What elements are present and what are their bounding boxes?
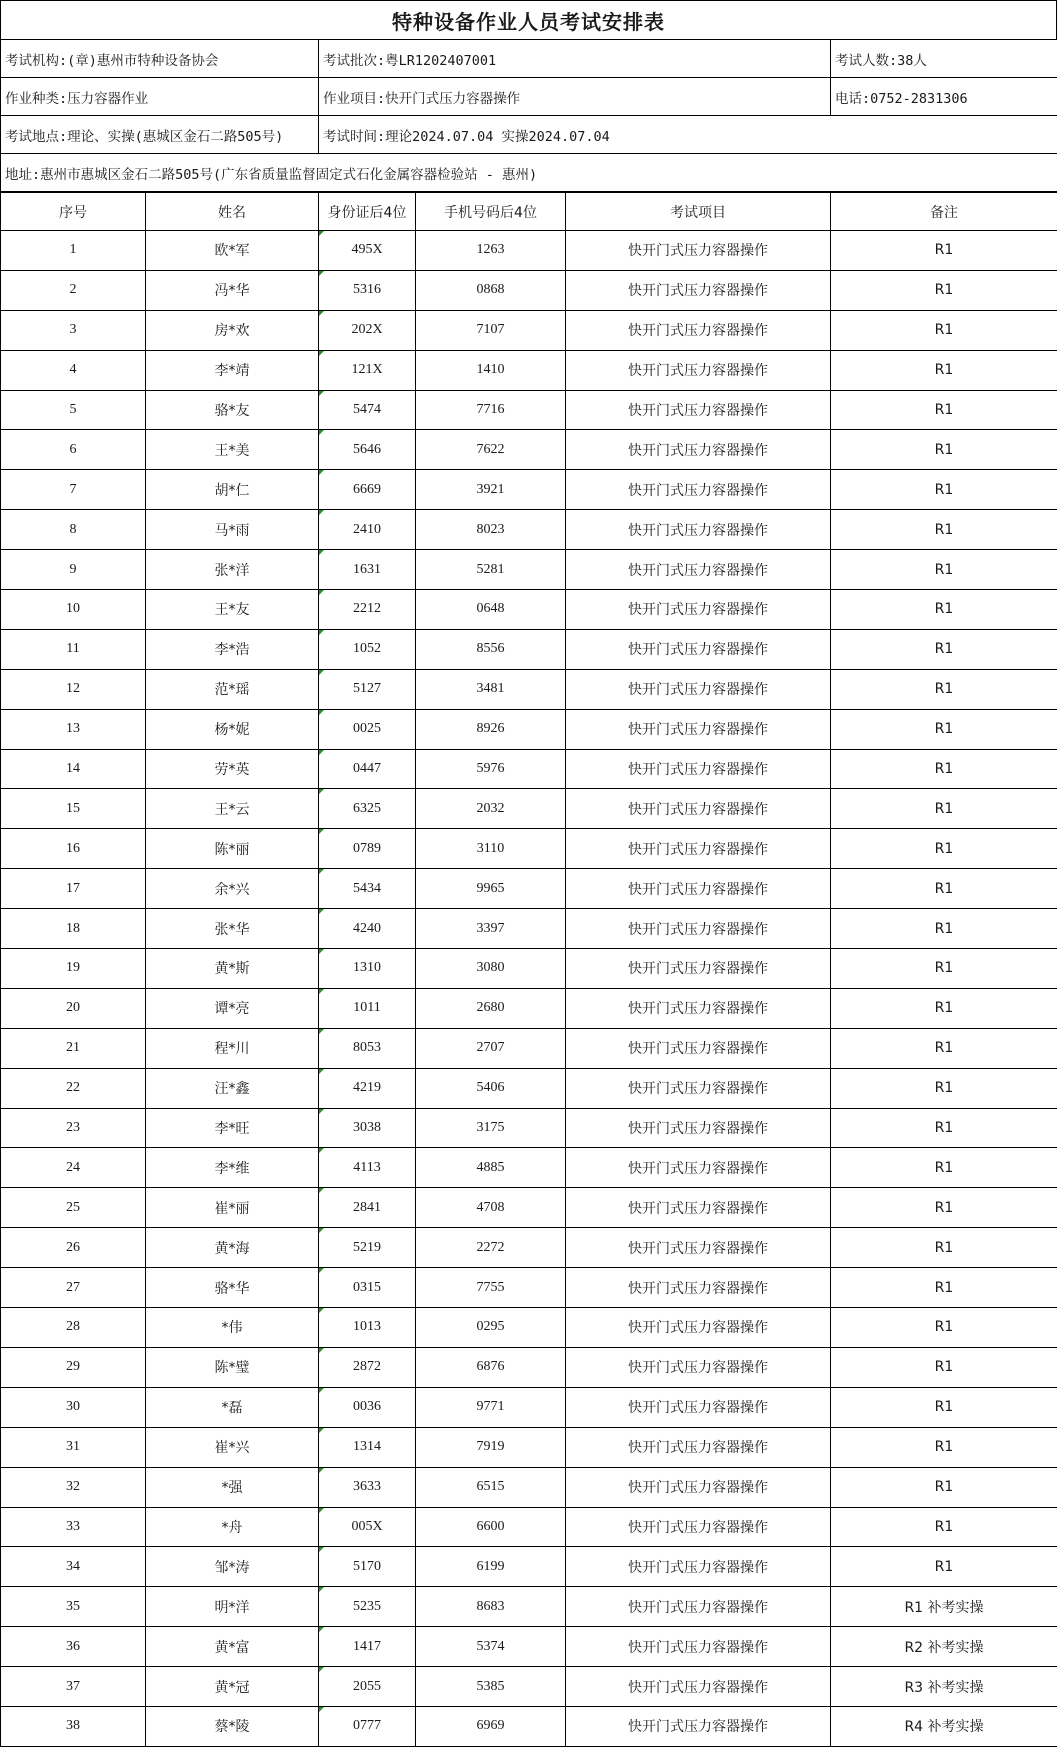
row-index: 5 [1,390,146,430]
table-row [1,270,1057,310]
table-row [1,1268,1057,1308]
info-row-4 [1,154,1057,192]
row-phone-last4: 3397 [416,909,566,949]
row-remark: R1 [831,1268,1057,1308]
row-remark: R1 [831,829,1057,869]
row-exam-item: 快开门式压力容器操作 [566,1148,831,1188]
row-remark: R1 [831,310,1057,350]
exam-time: 考试时间:理论2024.07.04 实操2024.07.04 [319,116,1057,154]
row-id-last4: 1052 [319,629,416,669]
row-remark: R4 补考实操 [831,1706,1057,1746]
row-name: *磊 [146,1387,319,1427]
table-row [1,1228,1057,1268]
row-phone-last4: 0295 [416,1308,566,1348]
row-exam-item: 快开门式压力容器操作 [566,1268,831,1308]
row-remark: R1 [831,1467,1057,1507]
row-phone-last4: 3481 [416,669,566,709]
contact-phone: 电话:0752-2831306 [831,78,1057,116]
row-index: 7 [1,470,146,510]
row-name: 明*洋 [146,1587,319,1627]
row-phone-last4: 7107 [416,310,566,350]
row-id-last4: 6669 [319,470,416,510]
row-phone-last4: 5385 [416,1667,566,1707]
row-phone-last4: 2272 [416,1228,566,1268]
row-remark: R1 [831,590,1057,630]
row-exam-item: 快开门式压力容器操作 [566,1028,831,1068]
table-row [1,310,1057,350]
row-index: 38 [1,1706,146,1746]
row-phone-last4: 6199 [416,1547,566,1587]
row-id-last4: 5474 [319,390,416,430]
row-name: 谭*亮 [146,988,319,1028]
row-phone-last4: 7716 [416,390,566,430]
row-phone-last4: 2032 [416,789,566,829]
row-index: 8 [1,510,146,550]
row-exam-item: 快开门式压力容器操作 [566,1427,831,1467]
row-index: 20 [1,988,146,1028]
table-row [1,1427,1057,1467]
table-row [1,1347,1057,1387]
row-name: 欧*军 [146,231,319,271]
row-exam-item: 快开门式压力容器操作 [566,1706,831,1746]
row-name: 崔*兴 [146,1427,319,1467]
candidate-table [0,192,1057,1747]
row-id-last4: 1310 [319,949,416,989]
row-index: 1 [1,231,146,271]
row-name: 黄*冠 [146,1667,319,1707]
row-name: 黄*富 [146,1627,319,1667]
row-name: 王*云 [146,789,319,829]
row-phone-last4: 7919 [416,1427,566,1467]
row-index: 2 [1,270,146,310]
table-row [1,1467,1057,1507]
row-remark: R1 [831,1387,1057,1427]
row-phone-last4: 6600 [416,1507,566,1547]
row-phone-last4: 5281 [416,550,566,590]
row-exam-item: 快开门式压力容器操作 [566,270,831,310]
row-id-last4: 8053 [319,1028,416,1068]
row-exam-item: 快开门式压力容器操作 [566,1068,831,1108]
row-exam-item: 快开门式压力容器操作 [566,550,831,590]
row-name: 马*雨 [146,510,319,550]
row-name: 程*川 [146,1028,319,1068]
row-exam-item: 快开门式压力容器操作 [566,629,831,669]
row-index: 10 [1,590,146,630]
row-id-last4: 495X [319,231,416,271]
row-name: 骆*华 [146,1268,319,1308]
row-index: 12 [1,669,146,709]
row-name: *伟 [146,1308,319,1348]
exam-batch: 考试批次:粤LR1202407001 [319,40,831,78]
row-phone-last4: 4708 [416,1188,566,1228]
row-id-last4: 0025 [319,709,416,749]
exam-place: 考试地点:理论、实操(惠城区金石二路505号) [1,116,319,154]
table-row [1,869,1057,909]
row-remark: R1 [831,949,1057,989]
row-phone-last4: 5976 [416,749,566,789]
row-index: 27 [1,1268,146,1308]
row-name: 李*旺 [146,1108,319,1148]
table-row [1,1387,1057,1427]
row-index: 24 [1,1148,146,1188]
table-row [1,1667,1057,1707]
row-exam-item: 快开门式压力容器操作 [566,1188,831,1228]
row-remark: R1 [831,390,1057,430]
row-id-last4: 5316 [319,270,416,310]
row-id-last4: 5434 [319,869,416,909]
row-remark: R1 [831,231,1057,271]
row-index: 22 [1,1068,146,1108]
row-phone-last4: 6515 [416,1467,566,1507]
row-id-last4: 4219 [319,1068,416,1108]
row-index: 19 [1,949,146,989]
row-id-last4: 4113 [319,1148,416,1188]
sheet-title: 特种设备作业人员考试安排表 [0,0,1057,39]
row-index: 11 [1,629,146,669]
row-index: 4 [1,350,146,390]
row-exam-item: 快开门式压力容器操作 [566,231,831,271]
row-name: 李*维 [146,1148,319,1188]
row-phone-last4: 3110 [416,829,566,869]
row-exam-item: 快开门式压力容器操作 [566,1228,831,1268]
row-remark: R1 [831,550,1057,590]
table-row [1,590,1057,630]
row-id-last4: 3038 [319,1108,416,1148]
row-remark: R1 [831,749,1057,789]
table-row [1,1308,1057,1348]
row-index: 33 [1,1507,146,1547]
table-row [1,390,1057,430]
row-index: 28 [1,1308,146,1348]
row-id-last4: 1417 [319,1627,416,1667]
col-header-exam-item: 考试项目 [566,193,831,231]
row-index: 37 [1,1667,146,1707]
row-phone-last4: 8683 [416,1587,566,1627]
row-phone-last4: 4885 [416,1148,566,1188]
row-phone-last4: 5406 [416,1068,566,1108]
row-remark: R1 [831,1347,1057,1387]
row-name: 黄*海 [146,1228,319,1268]
row-exam-item: 快开门式压力容器操作 [566,470,831,510]
row-exam-item: 快开门式压力容器操作 [566,909,831,949]
row-phone-last4: 3175 [416,1108,566,1148]
table-row [1,988,1057,1028]
row-remark: R1 [831,709,1057,749]
row-index: 3 [1,310,146,350]
row-index: 16 [1,829,146,869]
row-id-last4: 0789 [319,829,416,869]
row-remark: R1 [831,1068,1057,1108]
row-id-last4: 5646 [319,430,416,470]
row-index: 21 [1,1028,146,1068]
row-index: 25 [1,1188,146,1228]
row-name: 胡*仁 [146,470,319,510]
row-name: 陈*璧 [146,1347,319,1387]
row-phone-last4: 7755 [416,1268,566,1308]
row-remark: R1 [831,1148,1057,1188]
table-row [1,1587,1057,1627]
row-exam-item: 快开门式压力容器操作 [566,1387,831,1427]
col-header-phone-last4: 手机号码后4位 [416,193,566,231]
exam-address: 地址:惠州市惠城区金石二路505号(广东省质量监督固定式石化金属容器检验站 - 惠州) [1,154,1057,192]
row-name: 汪*鑫 [146,1068,319,1108]
row-index: 29 [1,1347,146,1387]
table-row [1,1028,1057,1068]
work-item: 作业项目:快开门式压力容器操作 [319,78,831,116]
row-remark: R1 [831,1228,1057,1268]
row-name: 李*靖 [146,350,319,390]
row-exam-item: 快开门式压力容器操作 [566,430,831,470]
row-index: 36 [1,1627,146,1667]
row-remark: R1 [831,1427,1057,1467]
row-remark: R1 [831,510,1057,550]
candidate-rows [1,231,1057,1747]
row-remark: R1 [831,350,1057,390]
table-row [1,510,1057,550]
work-type: 作业种类:压力容器作业 [1,78,319,116]
row-remark: R1 [831,1108,1057,1148]
row-remark: R1 [831,669,1057,709]
row-index: 17 [1,869,146,909]
row-name: 房*欢 [146,310,319,350]
row-remark: R1 [831,869,1057,909]
table-row [1,1108,1057,1148]
row-name: 王*美 [146,430,319,470]
row-name: 张*华 [146,909,319,949]
row-id-last4: 2212 [319,590,416,630]
row-exam-item: 快开门式压力容器操作 [566,1308,831,1348]
row-exam-item: 快开门式压力容器操作 [566,669,831,709]
table-row [1,789,1057,829]
exam-count: 考试人数:38人 [831,40,1057,78]
row-name: 余*兴 [146,869,319,909]
info-row-1 [1,40,1057,78]
row-exam-item: 快开门式压力容器操作 [566,510,831,550]
row-id-last4: 005X [319,1507,416,1547]
row-exam-item: 快开门式压力容器操作 [566,1467,831,1507]
row-remark: R1 [831,430,1057,470]
row-phone-last4: 6876 [416,1347,566,1387]
row-name: 陈*丽 [146,829,319,869]
col-header-index: 序号 [1,193,146,231]
row-id-last4: 0447 [319,749,416,789]
table-row [1,709,1057,749]
row-id-last4: 2841 [319,1188,416,1228]
row-index: 13 [1,709,146,749]
row-id-last4: 2410 [319,510,416,550]
table-row [1,1706,1057,1746]
table-row [1,669,1057,709]
row-phone-last4: 3080 [416,949,566,989]
row-id-last4: 0777 [319,1706,416,1746]
row-id-last4: 121X [319,350,416,390]
table-row [1,1068,1057,1108]
row-phone-last4: 7622 [416,430,566,470]
row-index: 30 [1,1387,146,1427]
row-index: 9 [1,550,146,590]
row-exam-item: 快开门式压力容器操作 [566,1108,831,1148]
row-id-last4: 6325 [319,789,416,829]
row-exam-item: 快开门式压力容器操作 [566,949,831,989]
row-name: 崔*丽 [146,1188,319,1228]
row-remark: R1 [831,1507,1057,1547]
info-table [0,39,1057,192]
col-header-remark: 备注 [831,193,1057,231]
row-exam-item: 快开门式压力容器操作 [566,310,831,350]
row-remark: R2 补考实操 [831,1627,1057,1667]
row-id-last4: 1013 [319,1308,416,1348]
row-remark: R1 补考实操 [831,1587,1057,1627]
row-id-last4: 2872 [319,1347,416,1387]
row-remark: R1 [831,1188,1057,1228]
row-index: 23 [1,1108,146,1148]
row-name: 劳*英 [146,749,319,789]
row-phone-last4: 2707 [416,1028,566,1068]
table-row [1,1148,1057,1188]
info-row-2 [1,78,1057,116]
row-remark: R1 [831,988,1057,1028]
table-row [1,909,1057,949]
row-name: 骆*友 [146,390,319,430]
row-exam-item: 快开门式压力容器操作 [566,350,831,390]
row-id-last4: 5127 [319,669,416,709]
row-id-last4: 1631 [319,550,416,590]
row-id-last4: 5235 [319,1587,416,1627]
row-phone-last4: 9965 [416,869,566,909]
row-exam-item: 快开门式压力容器操作 [566,749,831,789]
row-exam-item: 快开门式压力容器操作 [566,869,831,909]
table-row [1,629,1057,669]
row-id-last4: 2055 [319,1667,416,1707]
row-exam-item: 快开门式压力容器操作 [566,988,831,1028]
row-id-last4: 4240 [319,909,416,949]
row-phone-last4: 1263 [416,231,566,271]
row-name: *舟 [146,1507,319,1547]
table-row [1,470,1057,510]
table-row [1,1547,1057,1587]
row-exam-item: 快开门式压力容器操作 [566,590,831,630]
row-remark: R1 [831,470,1057,510]
row-exam-item: 快开门式压力容器操作 [566,1587,831,1627]
table-row [1,1627,1057,1667]
table-row [1,231,1057,271]
row-exam-item: 快开门式压力容器操作 [566,1347,831,1387]
row-phone-last4: 6969 [416,1706,566,1746]
row-exam-item: 快开门式压力容器操作 [566,829,831,869]
row-name: 范*瑶 [146,669,319,709]
row-name: 李*浩 [146,629,319,669]
row-name: 黄*斯 [146,949,319,989]
row-index: 35 [1,1587,146,1627]
col-header-name: 姓名 [146,193,319,231]
row-remark: R1 [831,1547,1057,1587]
row-name: 邹*涛 [146,1547,319,1587]
row-phone-last4: 2680 [416,988,566,1028]
table-row [1,829,1057,869]
row-id-last4: 1314 [319,1427,416,1467]
row-remark: R3 补考实操 [831,1667,1057,1707]
row-index: 34 [1,1547,146,1587]
row-index: 31 [1,1427,146,1467]
table-row [1,949,1057,989]
table-row [1,350,1057,390]
row-remark: R1 [831,270,1057,310]
row-index: 15 [1,789,146,829]
row-remark: R1 [831,1028,1057,1068]
col-header-id-last4: 身份证后4位 [319,193,416,231]
row-id-last4: 5219 [319,1228,416,1268]
row-exam-item: 快开门式压力容器操作 [566,709,831,749]
table-row [1,430,1057,470]
row-remark: R1 [831,789,1057,829]
row-index: 26 [1,1228,146,1268]
table-row [1,1188,1057,1228]
row-exam-item: 快开门式压力容器操作 [566,1627,831,1667]
row-name: 杨*妮 [146,709,319,749]
table-header-row [1,193,1057,231]
table-row [1,550,1057,590]
row-phone-last4: 3921 [416,470,566,510]
row-id-last4: 202X [319,310,416,350]
row-exam-item: 快开门式压力容器操作 [566,789,831,829]
row-phone-last4: 0868 [416,270,566,310]
row-index: 18 [1,909,146,949]
row-name: 冯*华 [146,270,319,310]
row-id-last4: 3633 [319,1467,416,1507]
row-id-last4: 5170 [319,1547,416,1587]
table-row [1,749,1057,789]
row-exam-item: 快开门式压力容器操作 [566,1667,831,1707]
row-index: 6 [1,430,146,470]
row-index: 14 [1,749,146,789]
row-name: *强 [146,1467,319,1507]
row-name: 张*洋 [146,550,319,590]
row-phone-last4: 8023 [416,510,566,550]
row-remark: R1 [831,909,1057,949]
row-phone-last4: 9771 [416,1387,566,1427]
row-id-last4: 1011 [319,988,416,1028]
row-phone-last4: 8556 [416,629,566,669]
row-exam-item: 快开门式压力容器操作 [566,1547,831,1587]
row-phone-last4: 1410 [416,350,566,390]
row-exam-item: 快开门式压力容器操作 [566,390,831,430]
row-index: 32 [1,1467,146,1507]
row-name: 蔡*陵 [146,1706,319,1746]
row-exam-item: 快开门式压力容器操作 [566,1507,831,1547]
row-id-last4: 0315 [319,1268,416,1308]
row-remark: R1 [831,1308,1057,1348]
row-name: 王*友 [146,590,319,630]
row-id-last4: 0036 [319,1387,416,1427]
row-phone-last4: 5374 [416,1627,566,1667]
info-row-3 [1,116,1057,154]
row-remark: R1 [831,629,1057,669]
exam-org: 考试机构:(章)惠州市特种设备协会 [1,40,319,78]
row-phone-last4: 8926 [416,709,566,749]
row-phone-last4: 0648 [416,590,566,630]
table-row [1,1507,1057,1547]
